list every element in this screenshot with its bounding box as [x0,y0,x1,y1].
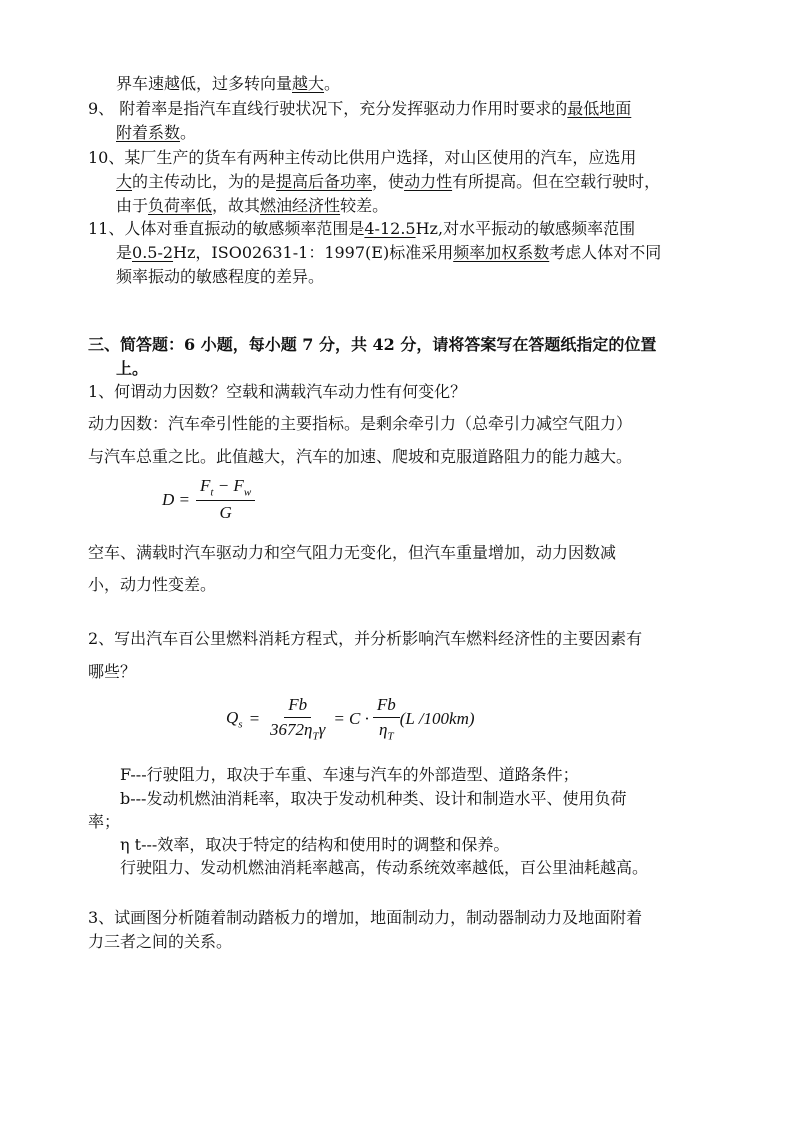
answer-underline: 越大 [292,74,325,93]
answer-underline: 最低地面 [567,99,632,118]
item10-text: 由于 [116,196,149,215]
answer-underline: 频率加权系数 [453,243,550,262]
q2-answer-line5: 行驶阻力、发动机燃油消耗率越高，传动系统效率越低，百公里油耗越高。 [120,858,649,877]
item10-text: 较差。 [340,196,389,215]
q2-question-line2: 哪些？ [88,662,137,681]
formula-middle: = C · [333,708,369,728]
item10-text: 的主传动比，为的是 [132,172,277,191]
answer-underline: 负荷率低 [148,196,213,215]
q2-answer-line1: F---行驶阻力，取决于车重、车速与汽车的外部造型、道路条件； [120,765,579,784]
item10-text: ，故其 [212,196,261,215]
formula-term: Q [226,707,239,727]
item9-text: 9、 附着率是指汽车直线行驶状况下，充分发挥驱动力作用时要求的 [88,99,568,118]
formula-equals: = [248,708,261,728]
q2-answer-line4: η t---效率，取决于特定的结构和使用时的调整和保养。 [120,835,510,854]
formula-subscript: t [210,486,214,499]
item11-line1 [88,219,635,239]
fuel-consumption-formula [226,695,475,742]
item11-line2 [116,243,661,263]
q2-answer-line2: b---发动机燃油消耗率，取决于发动机种类、设计和制造水平、使用负荷 [120,789,627,808]
item10-line1 [88,148,636,168]
item9-line1 [88,99,631,119]
formula-unit: (L /100km) [399,708,475,728]
item11-text: 11、人体对垂直振动的敏感频率范围是 [88,219,365,238]
answer-underline: 0.5-2 [132,243,174,262]
item11-text: 是 [116,243,133,262]
answer-underline: 附着系数 [116,123,181,142]
answer-underline: 动力性 [404,172,453,191]
formula-subscript: T [387,730,394,743]
formula-fraction [266,695,329,742]
answer-underline: 提高后备功率 [276,172,373,191]
item11-text: 考虑人体对不同 [549,243,662,262]
item8-continuation [116,74,340,94]
item10-line2 [116,172,660,192]
formula-denominator [375,718,398,742]
section3-heading: 三、简答题：6 小题，每小题 7 分，共 42 分，请将答案写在答题纸指定的位置 [88,335,657,354]
answer-underline: 4-12.5 [364,219,416,238]
formula-numerator: Fb [373,695,400,718]
q1-question: 1、何谓动力因数？空载和满载汽车动力性有何变化？ [88,382,467,401]
formula-fraction [196,476,255,523]
formula-term: η [379,720,388,739]
q2-answer-line3: 率； [88,812,121,831]
formula-denominator [266,718,329,742]
item10-line3 [116,196,388,216]
formula-lhs [226,708,243,730]
item11-line3 [116,267,324,287]
q1-answer-line4: 小，动力性变差。 [88,575,217,594]
item11-text: 频率振动的敏感程度的差异。 [116,267,325,286]
formula-subscript: w [243,486,252,499]
section3-heading-cont: 上。 [116,359,149,378]
formula-fraction [373,695,400,742]
formula-subscript: s [238,717,243,730]
formula-lhs: D = [162,489,190,509]
formula-term: 3672η [270,720,313,739]
dynamic-factor-formula [162,476,255,523]
formula-numerator: Fb [284,695,311,718]
q1-answer-line3: 空车、满载时汽车驱动力和空气阻力无变化，但汽车重量增加，动力因数减 [88,543,617,562]
formula-term: γ [318,720,326,739]
item9-line2 [116,123,196,143]
formula-denominator: G [219,503,232,523]
formula-term: F [200,476,211,495]
answer-underline: 大 [116,172,133,191]
item10-text: 有所提高。但在空载行驶时， [452,172,661,191]
formula-subscript: T [312,730,319,743]
item8-period: 。 [324,74,341,93]
item8-text: 界车速越低，过多转向量 [116,74,293,93]
q1-answer-line2: 与汽车总重之比。此值越大，汽车的加速、爬坡和克服道路阻力的能力越大。 [88,447,633,466]
item11-text: Hz,对水平振动的敏感频率范围 [415,219,636,238]
item10-text: 10、某厂生产的货车有两种主传动比供用户选择，对山区使用的汽车，应选用 [88,148,637,167]
item10-text: ，使 [372,172,405,191]
formula-term: − F [213,476,244,495]
item11-text: Hz，ISO02631-1：1997(E)标准采用 [173,243,454,262]
q1-answer-line1: 动力因数：汽车牵引性能的主要指标。是剩余牵引力（总牵引力减空气阻力） [88,414,633,433]
q3-question-line2: 力三者之间的关系。 [88,932,233,951]
q3-question-line1: 3、试画图分析随着制动踏板力的增加，地面制动力，制动器制动力及地面附着 [88,908,643,927]
answer-underline: 燃油经济性 [260,196,341,215]
formula-numerator [196,476,255,501]
q2-question-line1: 2、写出汽车百公里燃料消耗方程式，并分析影响汽车燃料经济性的主要因素有 [88,629,643,648]
item9-period: 。 [180,123,197,142]
